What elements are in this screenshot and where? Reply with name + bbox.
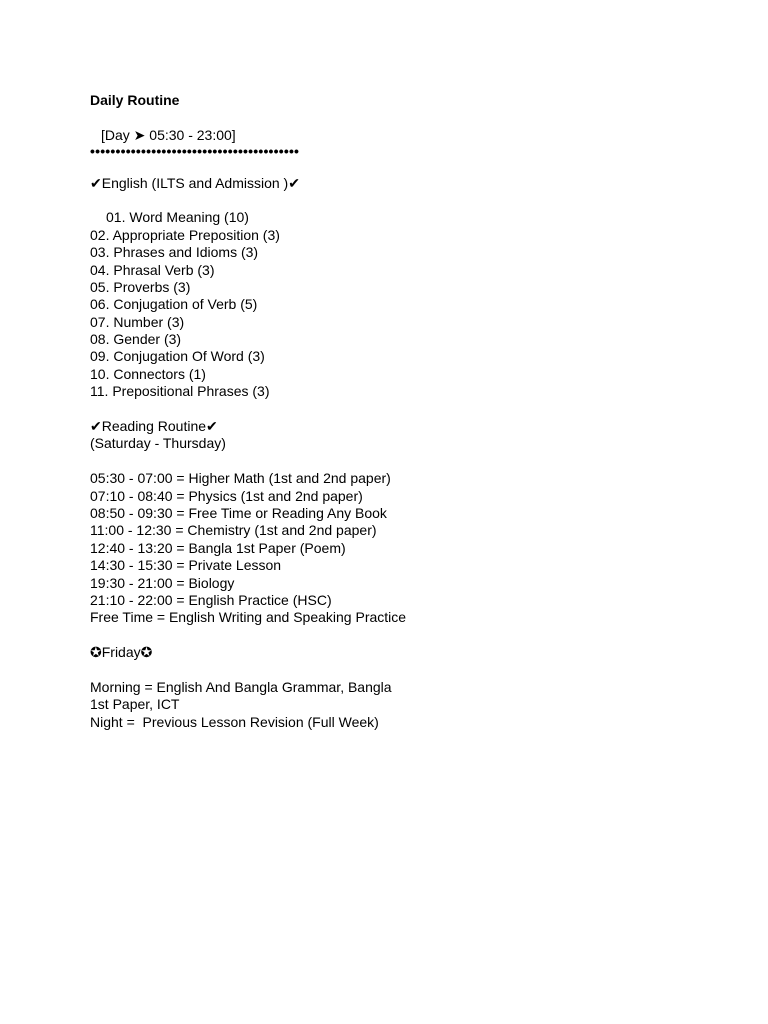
- list-item: 07. Number (3): [90, 313, 185, 330]
- friday-schedule-list: [90, 679, 730, 731]
- list-item: 09. Conjugation Of Word (3): [90, 348, 265, 365]
- spacer: [90, 453, 730, 470]
- schedule-item: Free Time = English Writing and Speaking Practice: [90, 609, 407, 626]
- schedule-item: 12:40 - 13:20 = Bangla 1st Paper (Poem): [90, 539, 346, 556]
- english-topic-list: [90, 209, 730, 400]
- english-heading: ✔English (ILTS and Admission )✔: [90, 174, 300, 191]
- schedule-item: 07:10 - 08:40 = Physics (1st and 2nd paper): [90, 487, 363, 504]
- schedule-item: 05:30 - 07:00 = Higher Math (1st and 2nd paper): [90, 470, 391, 487]
- spacer: [90, 109, 730, 126]
- document-page: [90, 92, 730, 731]
- list-item: 03. Phrases and Idioms (3): [90, 244, 259, 261]
- schedule-item: 14:30 - 15:30 = Private Lesson: [90, 557, 282, 574]
- spacer: [90, 157, 730, 174]
- reading-schedule-list: [90, 470, 730, 627]
- schedule-item: 21:10 - 22:00 = English Practice (HSC): [90, 591, 332, 608]
- list-item: 05. Proverbs (3): [90, 278, 191, 295]
- schedule-item: 08:50 - 09:30 = Free Time or Reading Any Book: [90, 504, 387, 521]
- reading-heading: ✔Reading Routine✔: [90, 418, 218, 435]
- list-item: 08. Gender (3): [90, 331, 182, 348]
- list-item: 02. Appropriate Preposition (3): [90, 226, 280, 243]
- friday-line: Night = Previous Lesson Revision (Full Week): [90, 713, 379, 730]
- reading-days: (Saturday - Thursday): [90, 435, 226, 452]
- list-item: 10. Connectors (1): [90, 365, 206, 382]
- list-item: 06. Conjugation of Verb (5): [90, 296, 258, 313]
- day-range: [Day ➤ 05:30 - 23:00]: [101, 126, 236, 143]
- schedule-item: 19:30 - 21:00 = Biology: [90, 574, 235, 591]
- friday-heading: ✪Friday✪: [90, 644, 153, 661]
- list-item: 11. Prepositional Phrases (3): [90, 383, 270, 400]
- dotted-divider: •••••••••••••••••••••••••••••••••••••••••: [90, 143, 300, 160]
- friday-line: 1st Paper, ICT: [90, 696, 180, 713]
- spacer: [90, 192, 730, 209]
- schedule-item: 11:00 - 12:30 = Chemistry (1st and 2nd paper): [90, 522, 377, 539]
- spacer: [90, 401, 730, 418]
- spacer: [90, 662, 730, 679]
- document-title: Daily Routine: [90, 92, 180, 108]
- spacer: [90, 627, 730, 644]
- list-item: 01. Word Meaning (10): [106, 209, 249, 226]
- friday-line: Morning = English And Bangla Grammar, Bangla: [90, 678, 392, 695]
- list-item: 04. Phrasal Verb (3): [90, 261, 215, 278]
